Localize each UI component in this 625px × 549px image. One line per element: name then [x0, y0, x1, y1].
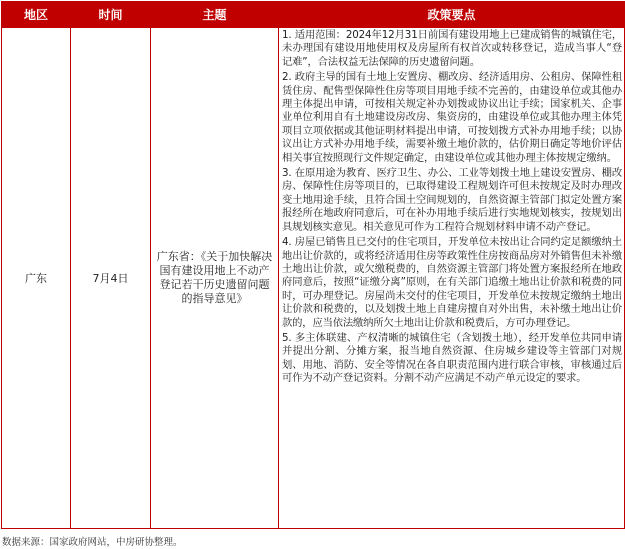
policy-point-4: 4. 房屋已销售且已交付的住宅项目，开发单位未按出让合同约定足额缴纳土地出让价款的，或将经济适用住房等政策性住房按商品房对外销售但未补缴土地出让价款，或欠缴税费的，自然资源主管部门将处置方案报经所在地政府同意后，按照“证缴分离”原则，在有关部门追缴土地出让价款和税费的同时，可办理登记。房屋尚未交付的住宅项目，开发单位未按规定缴纳土地出让价款和税费的，以及划拨土地上自建房擅自对外出售，未补缴土地出让价款的，应当依法缴纳所欠土地出让价款和税费后，方可办理登记。 — [282, 236, 622, 329]
cell-time: 7月4日 — [71, 28, 151, 529]
policy-point-3: 3. 在原用途为教育、医疗卫生、办公、工业等划拨土地上建设安置房、棚改房、保障性住房等项目的，已取得建设工程规划许可但未按规定及时办理改变土地用途手续，且符合国土空间规划的，自然资源主管部门拟定处置方案报经所在地政府同意后，可在补办用地手续后进行实地规划核实，按规划出具规划核实意见。相关意见可作为工程符合规划材料申请不动产登记。 — [282, 167, 622, 233]
policy-point-1: 1. 适用范围：2024年12月31日前国有建设用地上已建成销售的城镇住宅，未办理国有建设用地使用权及房屋所有权首次或转移登记，造成当事人“登记难”，合法权益无法保障的历史遗留问题。 — [282, 29, 622, 68]
table-header-row — [2, 2, 625, 28]
header-region: 地区 — [2, 2, 71, 28]
policy-point-2: 2. 政府主导的国有土地上安置房、棚改房、经济适用房、公租房、保障性租赁住房、配售型保障性住房等项目用地手续不完善的，由建设单位或其他办理主体提出申请，可按相关规定补办划拨或协议出让手续；国家机关、企事业单位利用自有土地建设房改房、集资房的，由建设单位或其他办理主体凭项目立项依据或其他证明材料提出申请，可按划拨方式补办用地手续；以协议出让方式补办用地手续，需要补缴土地价款的，估价期日确定等地价评估相关事宜按照现行文件规定确定，由建设单位或其他办理主体按规定缴纳。 — [282, 71, 622, 164]
header-points: 政策要点 — [279, 2, 625, 28]
cell-region: 广东 — [2, 28, 71, 529]
header-time: 时间 — [71, 2, 151, 28]
header-subject: 主题 — [151, 2, 279, 28]
cell-subject: 广东省：《关于加快解决国有建设用地上不动产登记若干历史遗留问题的指导意见》 — [151, 28, 279, 529]
table-row — [2, 28, 625, 529]
policy-table — [1, 1, 625, 529]
data-source-note: 数据来源：国家政府网站，中房研协整理。 — [2, 537, 183, 548]
policy-point-5: 5. 多主体联建、产权清晰的城镇住宅（含划拨土地），经开发单位共同申请并提出分割、分摊方案，报当地自然资源、住房城乡建设等主管部门对规划、用地、消防、安全等情况在各自职责范围内进行联合审核，审核通过后可作为不动产登记资料。分割不动产应满足不动产单元设定的要求。 — [282, 331, 622, 385]
policy-table-container — [1, 1, 624, 529]
cell-policy-points — [279, 28, 625, 529]
